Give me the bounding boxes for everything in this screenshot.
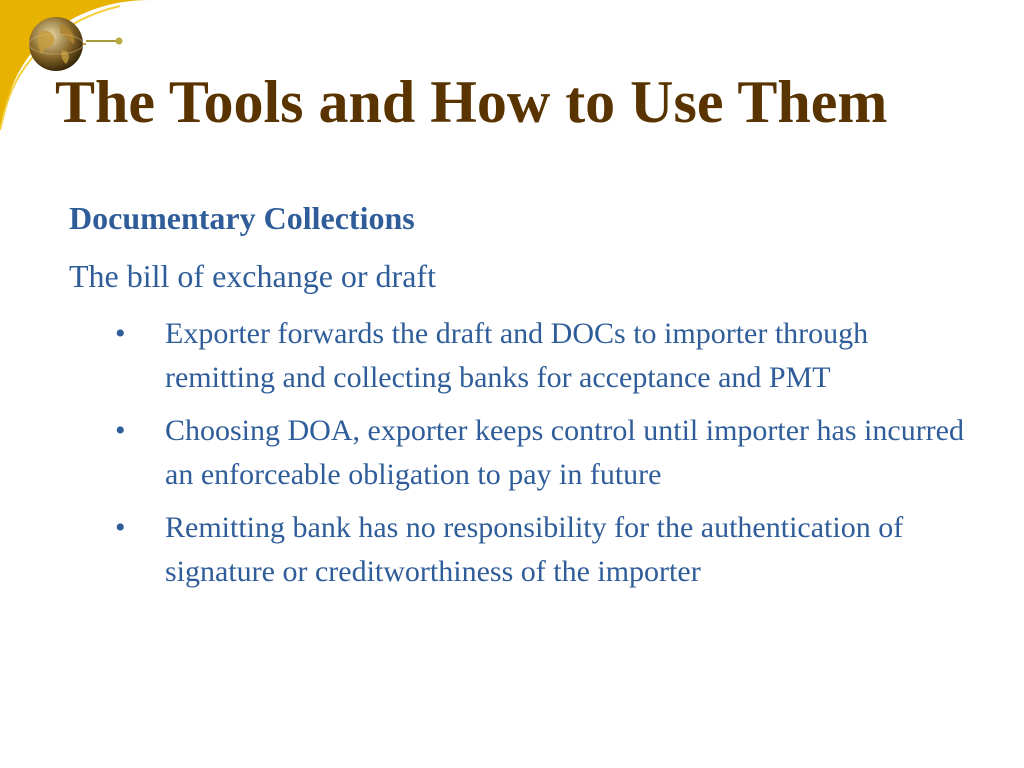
bullet-item (115, 312, 985, 400)
section-heading: Documentary Collections (69, 200, 415, 236)
globe-icon (26, 14, 86, 74)
bullet-item (115, 506, 985, 594)
globe-pointer-line (86, 36, 126, 46)
bullet-icon: • (115, 414, 126, 447)
bullet-text: Remitting bank has no responsibility for the authentication of signature or creditworthiness of the importer (165, 511, 904, 588)
slide-title: The Tools and How to Use Them (55, 69, 888, 135)
bullet-item (115, 409, 985, 497)
bullet-icon: • (115, 317, 126, 350)
bullet-text: Choosing DOA, exporter keeps control until importer has incurred an enforceable obligation to pay in future (165, 414, 964, 491)
bullet-list (115, 312, 985, 603)
intro-line: The bill of exchange or draft (69, 258, 436, 294)
bullet-icon: • (115, 511, 126, 544)
bullet-text: Exporter forwards the draft and DOCs to importer through remitting and collecting banks for acceptance and PMT (165, 317, 869, 394)
